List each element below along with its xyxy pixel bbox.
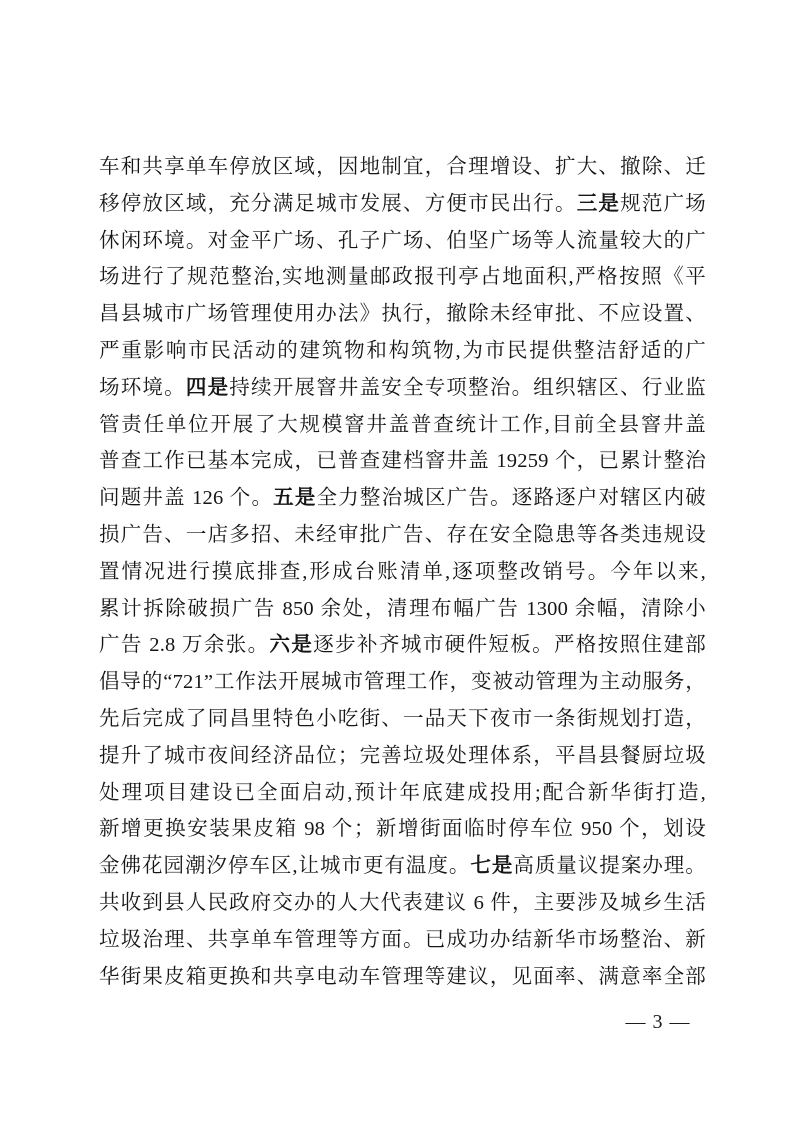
text-run: 管责任单位开展了大规模窨井盖普查统计工作,目前全县窨井盖 xyxy=(99,413,706,436)
text-run: 倡导的“721”工作法开展城市管理工作，变被动管理为主动服务， xyxy=(99,671,706,694)
text-run: 场环境。 xyxy=(99,376,186,399)
text-line xyxy=(99,443,706,480)
text-line xyxy=(99,149,706,186)
bold-list-marker: 六是 xyxy=(269,633,314,657)
text-line xyxy=(99,370,706,407)
bold-list-marker: 七是 xyxy=(470,854,514,878)
text-run: 全力整治城区广告。逐路逐户对辖区内破 xyxy=(316,487,706,510)
text-run: 休闲环境。对金平广场、孔子广场、伯坚广场等人流量较大的广 xyxy=(99,229,706,252)
text-run: 共收到县人民政府交办的人大代表建议 6 件，主要涉及城乡生活 xyxy=(99,891,706,914)
text-line xyxy=(99,922,706,959)
text-run: 处理项目建设已全面启动,预计年底建成投用;配合新华街打造, xyxy=(99,781,706,804)
text-line xyxy=(99,554,706,591)
page-number: — 3 — xyxy=(625,1011,691,1033)
text-run: 车和共享单车停放区域，因地制宜，合理增设、扩大、撤除、迁 xyxy=(99,156,706,178)
text-line xyxy=(99,885,706,922)
text-run: 持续开展窨井盖安全专项整治。组织辖区、行业监 xyxy=(229,376,706,399)
text-run: 严重影响市民活动的建筑物和构筑物,为市民提供整洁舒适的广 xyxy=(99,339,706,362)
text-run: 问题井盖 126 个。 xyxy=(99,487,274,510)
text-run: 新增更换安装果皮箱 98 个；新增街面临时停车位 950 个，划设 xyxy=(99,818,706,841)
text-line xyxy=(99,591,706,628)
text-run: 先后完成了同昌里特色小吃街、一品天下夜市一条街规划打造， xyxy=(99,707,706,730)
text-line xyxy=(99,186,706,223)
text-line xyxy=(99,664,706,701)
text-run: 普查工作已基本完成，已普查建档窨井盖 19259 个，已累计整治 xyxy=(99,450,706,473)
text-run: 垃圾治理、共享单车管理等方面。已成功办结新华市场整治、新 xyxy=(99,928,706,951)
text-run: 高质量议提案办理。 xyxy=(513,855,706,878)
text-block xyxy=(99,149,706,995)
text-run: 损广告、一店多招、未经审批广告、存在安全隐患等各类违规设 xyxy=(99,523,706,546)
text-run: 提升了城市夜间经济品位；完善垃圾处理体系，平昌县餐厨垃圾 xyxy=(99,744,706,767)
text-line xyxy=(99,333,706,370)
text-run: 金佛花园潮汐停车区,让城市更有温度。 xyxy=(99,855,471,878)
text-run: 广告 2.8 万余张。 xyxy=(99,634,270,657)
text-line xyxy=(99,811,706,848)
text-line xyxy=(99,775,706,812)
text-line xyxy=(99,259,706,296)
text-run: 场进行了规范整治,实地测量邮政报刊亭占地面积,严格按照《平 xyxy=(99,266,706,289)
text-run: 昌县城市广场管理使用办法》执行，撤除未经审批、不应设置、 xyxy=(99,303,706,326)
text-line xyxy=(99,738,706,775)
text-line xyxy=(99,296,706,333)
text-run: 累计拆除破损广告 850 余处，清理布幅广告 1300 余幅，清除小 xyxy=(99,597,706,620)
text-line xyxy=(99,959,706,996)
text-line xyxy=(99,223,706,260)
text-run: 华街果皮箱更换和共享电动车管理等建议，见面率、满意率全部 xyxy=(99,965,706,988)
text-line xyxy=(99,627,706,664)
text-run: 规范广场 xyxy=(620,192,706,215)
text-run: 逐步补齐城市硬件短板。严格按照住建部 xyxy=(313,634,706,657)
bold-list-marker: 三是 xyxy=(576,191,621,215)
text-line xyxy=(99,848,706,885)
text-run: 移停放区域，充分满足城市发展、方便市民出行。 xyxy=(99,192,577,215)
bold-list-marker: 五是 xyxy=(273,486,317,510)
text-line xyxy=(99,480,706,517)
text-line xyxy=(99,407,706,444)
bold-list-marker: 四是 xyxy=(185,375,230,399)
text-run: 置情况进行摸底排查,形成台账清单,逐项整改销号。今年以来, xyxy=(99,560,706,583)
text-line xyxy=(99,701,706,738)
text-line xyxy=(99,517,706,554)
